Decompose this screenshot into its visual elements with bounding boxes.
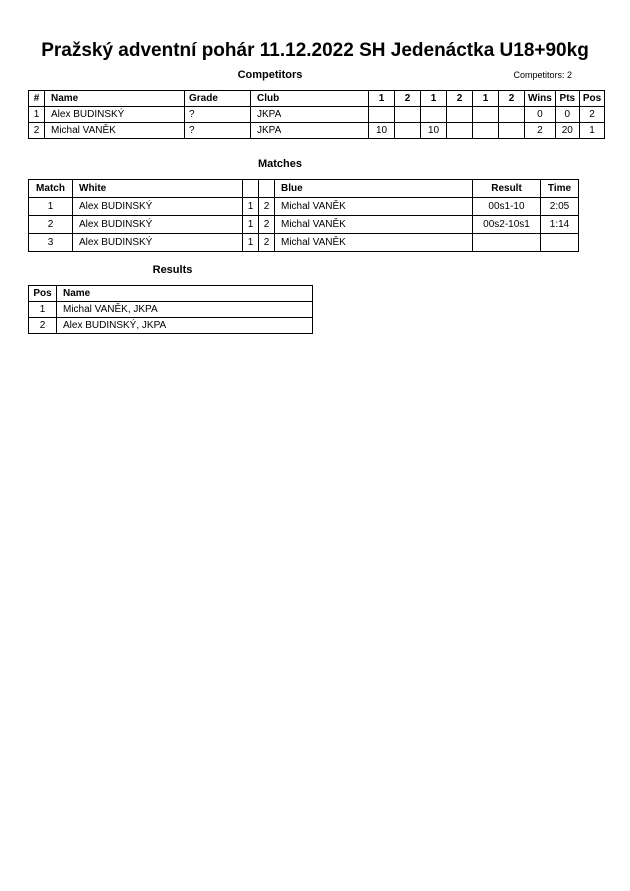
cell-time [541,234,579,252]
cell-white-score: 1 [243,198,259,216]
header-name: Name [45,91,185,107]
header-round-5: 1 [473,91,499,107]
header-club: Club [251,91,369,107]
cell-grade: ? [185,123,251,139]
header-round-4: 2 [447,91,473,107]
cell-number: 2 [29,123,45,139]
header-result: Result [473,180,541,198]
cell-club: JKPA [251,107,369,123]
table-header-row [29,286,313,302]
table-row [29,216,579,234]
cell-round-5 [473,123,499,139]
cell-pos: 1 [579,123,604,139]
header-pos: Pos [579,91,604,107]
cell-blue-score: 2 [259,216,275,234]
cell-time: 1:14 [541,216,579,234]
cell-result [473,234,541,252]
cell-round-2 [395,123,421,139]
cell-name: Alex BUDINSKÝ, JKPA [57,318,313,334]
table-header-row [29,180,579,198]
cell-wins: 0 [525,107,556,123]
table-row [29,234,579,252]
header-wins: Wins [525,91,556,107]
header-round-2: 2 [395,91,421,107]
competitors-count: Competitors: 2 [513,70,572,80]
cell-number: 1 [29,107,45,123]
cell-round-4 [447,107,473,123]
cell-name: Alex BUDINSKÝ [45,107,185,123]
cell-result: 00s2-10s1 [473,216,541,234]
header-blue: Blue [275,180,473,198]
cell-white-score: 1 [243,216,259,234]
table-row [29,107,605,123]
page-title: Pražský adventní pohár 11.12.2022 SH Jedenáctka U18+90kg [41,40,589,61]
cell-white: Alex BUDINSKÝ [73,216,243,234]
cell-match: 3 [29,234,73,252]
header-name: Name [57,286,313,302]
cell-blue-score: 2 [259,198,275,216]
competitors-table [28,90,605,139]
header-match: Match [29,180,73,198]
table-header-row [29,91,605,107]
cell-blue: Michal VANĚK [275,216,473,234]
cell-result: 00s1-10 [473,198,541,216]
cell-name: Michal VANĚK, JKPA [57,302,313,318]
cell-pos: 1 [29,302,57,318]
cell-grade: ? [185,107,251,123]
cell-white-score: 1 [243,234,259,252]
header-round-3: 1 [421,91,447,107]
table-row [29,123,605,139]
header-round-1: 1 [369,91,395,107]
table-row [29,302,313,318]
competitors-caption: Competitors [237,69,303,81]
cell-round-3 [421,107,447,123]
header-grade: Grade [185,91,251,107]
cell-white: Alex BUDINSKÝ [73,234,243,252]
cell-match: 2 [29,216,73,234]
matches-caption: Matches [257,158,303,170]
header-pts: Pts [555,91,579,107]
header-blue-score [259,180,275,198]
cell-pts: 20 [555,123,579,139]
cell-round-4 [447,123,473,139]
header-time: Time [541,180,579,198]
cell-pos: 2 [579,107,604,123]
header-pos: Pos [29,286,57,302]
cell-round-3: 10 [421,123,447,139]
header-white: White [73,180,243,198]
cell-white: Alex BUDINSKÝ [73,198,243,216]
cell-round-6 [499,107,525,123]
cell-name: Michal VANĚK [45,123,185,139]
cell-match: 1 [29,198,73,216]
cell-blue: Michal VANĚK [275,234,473,252]
cell-round-5 [473,107,499,123]
cell-blue: Michal VANĚK [275,198,473,216]
table-row [29,318,313,334]
cell-round-1: 10 [369,123,395,139]
results-caption: Results [152,264,193,276]
cell-time: 2:05 [541,198,579,216]
cell-round-1 [369,107,395,123]
cell-pos: 2 [29,318,57,334]
header-white-score [243,180,259,198]
cell-round-6 [499,123,525,139]
header-round-6: 2 [499,91,525,107]
cell-round-2 [395,107,421,123]
header-number: # [29,91,45,107]
results-table [28,285,313,334]
matches-table [28,179,579,252]
cell-club: JKPA [251,123,369,139]
cell-blue-score: 2 [259,234,275,252]
cell-pts: 0 [555,107,579,123]
cell-wins: 2 [525,123,556,139]
table-row [29,198,579,216]
